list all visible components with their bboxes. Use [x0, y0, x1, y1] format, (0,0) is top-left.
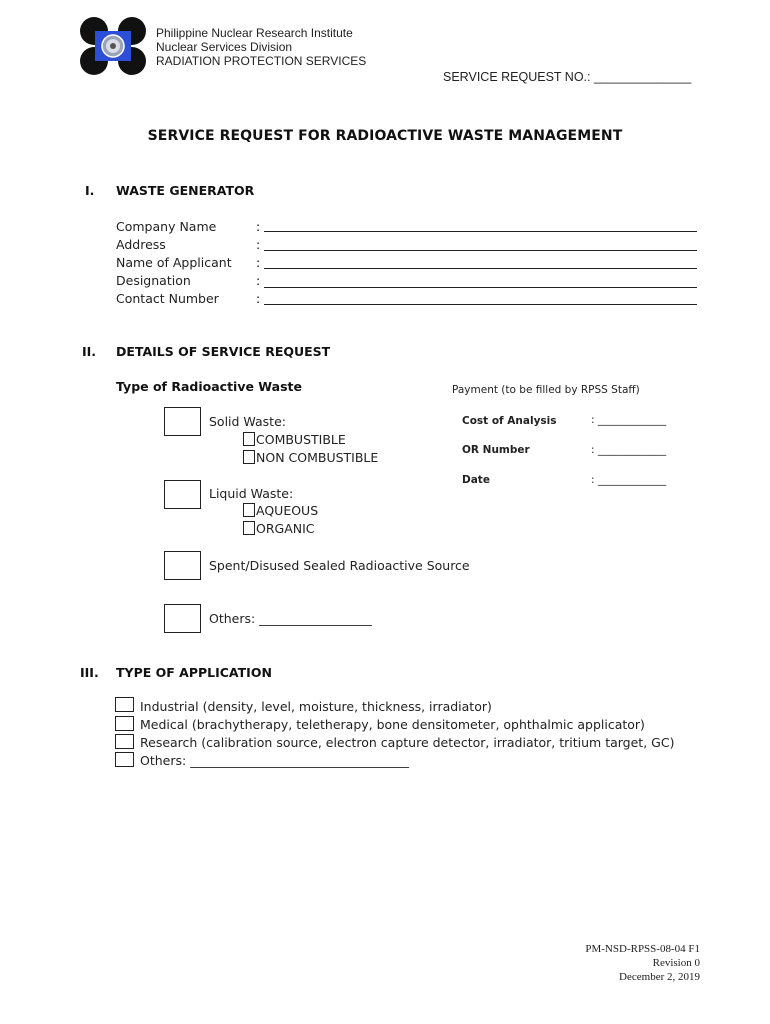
address-label: Address [116, 237, 166, 252]
aqueous-option[interactable] [243, 503, 318, 518]
designation-label: Designation [116, 273, 191, 288]
organic-option[interactable] [243, 521, 315, 536]
medical-label: Medical (brachytherapy, teletherapy, bone densitometer, ophthalmic applicator) [140, 717, 645, 732]
combustible-checkbox[interactable] [243, 432, 255, 446]
medical-checkbox[interactable] [115, 716, 134, 731]
address-colon: : [256, 237, 261, 252]
contact-number-colon: : [256, 291, 261, 306]
cost-of-analysis-label: Cost of Analysis [462, 415, 557, 427]
section-3-numeral: III. [80, 665, 99, 680]
spent-source-label: Spent/Disused Sealed Radioactive Source [209, 558, 470, 573]
section-3-heading: TYPE OF APPLICATION [116, 665, 272, 680]
applicant-name-label: Name of Applicant [116, 255, 232, 270]
other-application-checkbox[interactable] [115, 752, 134, 767]
organic-checkbox[interactable] [243, 521, 255, 535]
or-number-field[interactable]: : _____________ [591, 444, 667, 456]
designation-colon: : [256, 273, 261, 288]
solid-waste-checkbox[interactable] [164, 407, 201, 436]
payment-date-field[interactable]: : _____________ [591, 474, 667, 486]
page-title: SERVICE REQUEST FOR RADIOACTIVE WASTE MANAGEMENT [147, 128, 623, 144]
combustible-label: COMBUSTIBLE [256, 432, 346, 447]
or-number-label: OR Number [462, 444, 530, 456]
liquid-waste-label: Liquid Waste: [209, 486, 294, 501]
non-combustible-label: NON COMBUSTIBLE [256, 450, 379, 465]
service-name: RADIATION PROTECTION SERVICES [156, 54, 367, 68]
aqueous-checkbox[interactable] [243, 503, 255, 517]
form-code: PM-NSD-RPSS-08-04 F1 [585, 943, 700, 955]
section-2-heading: DETAILS OF SERVICE REQUEST [116, 344, 331, 359]
payment-heading: Payment (to be filled by RPSS Staff) [452, 384, 640, 396]
waste-type-heading: Type of Radioactive Waste [116, 379, 302, 394]
designation-field[interactable] [264, 286, 697, 288]
division-name: Nuclear Services Division [156, 40, 293, 54]
other-waste-field[interactable]: Others: __________________ [209, 611, 372, 626]
combustible-option[interactable] [243, 432, 346, 447]
non-combustible-checkbox[interactable] [243, 450, 255, 464]
revision: Revision 0 [652, 957, 700, 969]
section-1-heading: WASTE GENERATOR [116, 183, 255, 198]
institute-header [156, 26, 366, 68]
other-application-field[interactable]: Others: ___________________________________ [140, 753, 409, 768]
applicant-name-colon: : [256, 255, 261, 270]
company-name-label: Company Name [116, 219, 217, 234]
other-waste-checkbox[interactable] [164, 604, 201, 633]
company-name-colon: : [256, 219, 261, 234]
liquid-waste-checkbox[interactable] [164, 480, 201, 509]
research-checkbox[interactable] [115, 734, 134, 749]
applicant-name-field[interactable] [264, 267, 697, 269]
section-2-numeral: II. [82, 344, 97, 359]
non-combustible-option[interactable] [243, 450, 378, 465]
spent-source-checkbox[interactable] [164, 551, 201, 580]
institute-name: Philippine Nuclear Research Institute [156, 26, 353, 40]
document-footer [585, 942, 700, 984]
contact-number-label: Contact Number [116, 291, 219, 306]
cost-of-analysis-field[interactable]: : _____________ [591, 414, 667, 426]
pnri-logo-icon [78, 16, 148, 76]
solid-waste-label: Solid Waste: [209, 414, 286, 429]
address-field[interactable] [264, 249, 697, 251]
revision-date: December 2, 2019 [619, 971, 700, 983]
research-label: Research (calibration source, electron capture detector, irradiator, tritium target, GC) [140, 735, 675, 750]
contact-number-field[interactable] [264, 303, 697, 305]
company-name-field[interactable] [264, 230, 697, 232]
section-1-numeral: I. [85, 183, 95, 198]
aqueous-label: AQUEOUS [256, 503, 319, 518]
service-request-number[interactable]: SERVICE REQUEST NO.: ______________ [443, 70, 692, 84]
industrial-checkbox[interactable] [115, 697, 134, 712]
industrial-label: Industrial (density, level, moisture, thickness, irradiator) [140, 699, 492, 714]
organic-label: ORGANIC [256, 521, 315, 536]
payment-date-label: Date [462, 474, 490, 486]
